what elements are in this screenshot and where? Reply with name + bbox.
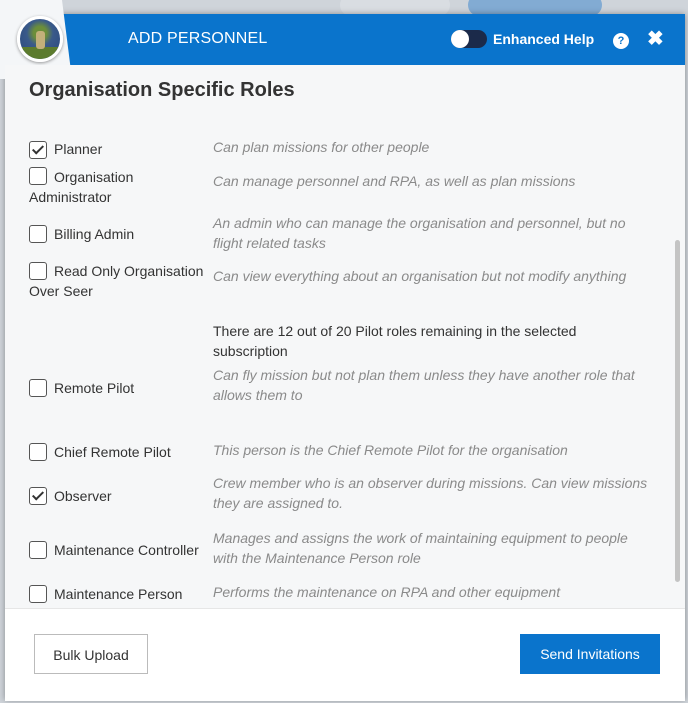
send-invitations-button[interactable]: Send Invitations: [520, 634, 660, 674]
role-label: Maintenance Controller: [54, 542, 199, 558]
role-label: Chief Remote Pilot: [54, 444, 171, 460]
bulk-upload-button[interactable]: Bulk Upload: [34, 634, 148, 674]
enhanced-help-label: Enhanced Help: [493, 31, 595, 47]
role-description: Can plan missions for other people: [213, 139, 430, 155]
enhanced-help-toggle[interactable]: [451, 30, 487, 48]
role-description: An admin who can manage the organisation and personnel, but no flight related tasks: [213, 215, 626, 251]
role-description: Can fly mission but not plan them unless they have another role that allows them to: [213, 367, 635, 403]
role-label: Observer: [54, 488, 112, 504]
avatar[interactable]: [17, 16, 63, 62]
add-personnel-modal: [5, 14, 685, 700]
background-nav: [300, 0, 620, 14]
role-description: Can view everything about an organisation but not modify anything: [213, 268, 627, 284]
toggle-knob: [451, 30, 469, 48]
role-description: This person is the Chief Remote Pilot for the organisation: [213, 442, 568, 458]
role-description: Performs the maintenance on RPA and other equipment: [213, 584, 561, 600]
close-icon[interactable]: ✖: [647, 28, 664, 50]
role-label: Billing Admin: [54, 226, 135, 242]
role-description: Manages and assigns the work of maintaining equipment to people with the Maintenance Person role: [213, 530, 628, 566]
role-label: Planner: [54, 141, 103, 157]
modal-header: [5, 14, 685, 65]
role-label: Remote Pilot: [54, 380, 135, 396]
section-title: Organisation Specific Roles: [29, 79, 295, 101]
role-description: Can manage personnel and RPA, as well as plan missions: [213, 173, 576, 189]
role-description: Crew member who is an observer during missions. Can view missions they are assigned to.: [213, 475, 648, 511]
role-label: Read Only Organisation Over Seer: [29, 263, 204, 299]
modal-content: [5, 65, 685, 608]
help-icon[interactable]: ?: [613, 33, 629, 49]
role-label: Organisation Administrator: [29, 169, 134, 205]
scrollbar[interactable]: [675, 240, 680, 582]
role-label: Maintenance Person: [54, 586, 183, 602]
pilot-roles-notice: There are 12 out of 20 Pilot roles remaining in the selected subscription: [213, 323, 577, 359]
modal-footer: [5, 608, 685, 701]
modal-title: ADD PERSONNEL: [128, 30, 268, 47]
